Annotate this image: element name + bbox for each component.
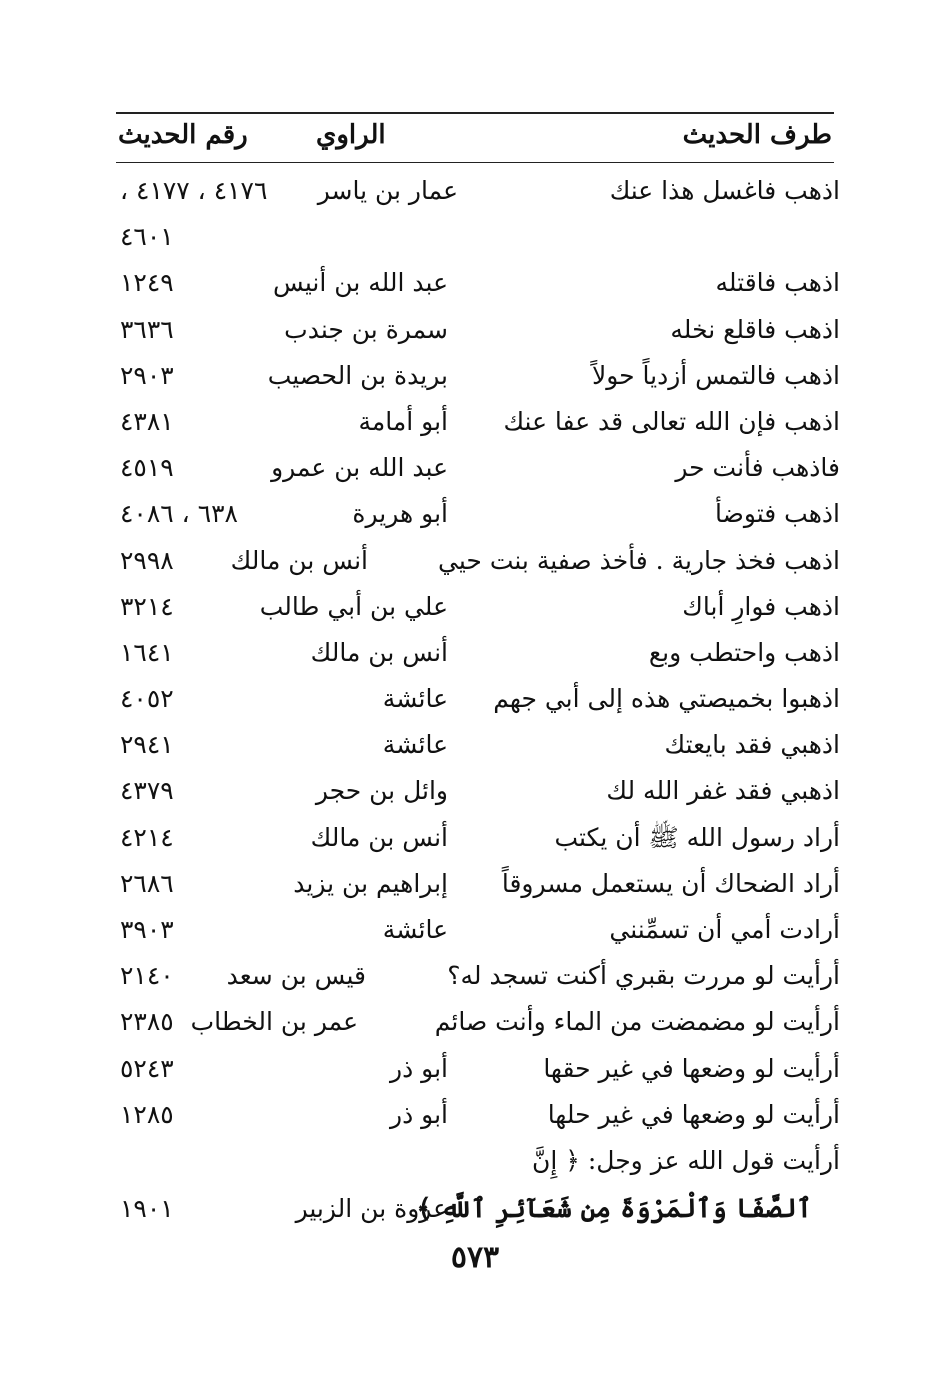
hadith-number: ٤٥١٩ [120, 453, 174, 483]
narrator: قيس بن سعد [226, 961, 366, 991]
narrator: عبد الله بن عمرو [271, 453, 448, 483]
narrator: عمر بن الخطاب [190, 1007, 358, 1037]
narrator-column-header: الراوي [316, 120, 386, 150]
table-row [116, 399, 842, 445]
hadith-text: أرأيت لو مررت بقبري أكنت تسجد له؟ [447, 961, 840, 991]
table-row [116, 1138, 842, 1186]
hadith-text: أراد رسول الله ﷺ أن يكتب [554, 822, 840, 852]
hadith-number: ٤٦٠١ [120, 222, 174, 252]
page-number: ٥٧٣ [450, 1240, 500, 1275]
hadith-text: أرادت أمي أن تسمِّنني [609, 915, 840, 944]
table-row [116, 260, 842, 306]
hadith-number: ٤١٧٦ ، ٤١٧٧ ، [120, 176, 268, 205]
quran-verse: ٱلصَّفَا وَٱلْمَرْوَةَ مِن شَعَآئِرِ ٱللَّهِ ﴾ [416, 1193, 812, 1224]
table-row [116, 953, 842, 999]
hadith-number: ٢٣٨٥ [120, 1007, 174, 1037]
hadith-text: اذهبي فقد بايعتك [664, 730, 840, 760]
hadith-text: اذهب فوارِ أباك [682, 591, 840, 621]
hadith-text: أرأيت لو وضعها في غير حلها [547, 1099, 840, 1129]
table-row [116, 1186, 842, 1232]
hadith-number: ٢٩٠٣ [120, 360, 174, 390]
narrator: بريدة بن الحصيب [267, 360, 448, 390]
narrator: عروة بن الزبير [295, 1193, 448, 1223]
hadith-number: ١٢٨٥ [120, 1099, 174, 1129]
hadith-number: ٢٩٤١ [120, 730, 174, 760]
hadith-text-column-header: طرف الحديث [682, 120, 832, 150]
hadith-text: اذهب فتوضأ [714, 499, 840, 529]
hadith-text: اذهب واحتطب وبع [648, 637, 840, 667]
hadith-text: اذهبوا بخميصتي هذه إلى أبي جهم [493, 684, 840, 714]
hadith-number: ٣٦٣٦ [120, 314, 174, 344]
table-row [116, 907, 842, 953]
hadith-text: اذهب فخذ جارية . فأخذ صفية بنت حيي [438, 545, 840, 575]
hadith-text: فاذهب فأنت حر [675, 453, 840, 483]
narrator: وائل بن حجر [315, 776, 448, 806]
hadith-text: أراد الضحاك أن يستعمل مسروقاً [501, 868, 840, 898]
table-row [116, 538, 842, 584]
hadith-text: اذهب فاغسل هذا عنك [609, 176, 840, 205]
hadith-number: ٤٣٧٩ [120, 776, 174, 806]
table-row [116, 214, 842, 260]
index-table [116, 168, 842, 1232]
narrator: سمرة بن جندب [284, 314, 448, 344]
hadith-text: اذهبي فقد غفر الله لك [606, 776, 840, 806]
table-header [116, 112, 834, 163]
hadith-number: ٤٣٨١ [120, 406, 174, 436]
table-row [116, 584, 842, 630]
table-row [116, 1046, 842, 1092]
table-row [116, 491, 842, 537]
hadith-number: ٤٠٥٢ [120, 684, 174, 714]
narrator: علي بن أبي طالب [259, 591, 448, 621]
hadith-number: ٤٢١٤ [120, 822, 174, 852]
hadith-number: ٦٣٨ ، ٤٠٨٦ [120, 499, 238, 529]
hadith-number: ٣٢١٤ [120, 591, 174, 621]
narrator: عبد الله بن أنيس [273, 268, 448, 298]
hadith-number: ٥٢٤٣ [120, 1053, 174, 1083]
hadith-number: ١٦٤١ [120, 637, 174, 667]
table-row [116, 445, 842, 491]
hadith-text-line-1: أرأيت قول الله عز وجل: ﴿ إِنَّ [532, 1145, 840, 1175]
narrator: عائشة [382, 684, 448, 714]
hadith-number: ٣٩٠٣ [120, 915, 174, 944]
hadith-text: اذهب فإن الله تعالى قد عفا عنك [503, 406, 840, 436]
table-row [116, 676, 842, 722]
narrator: أنس بن مالك [310, 822, 448, 852]
hadith-number: ١٩٠١ [120, 1193, 174, 1223]
table-row [116, 999, 842, 1045]
table-row [116, 630, 842, 676]
narrator: أنس بن مالك [310, 637, 448, 667]
hadith-number: ٢٦٨٦ [120, 868, 174, 898]
hadith-text: اذهب فالتمس أزدياً حولاً [591, 360, 840, 390]
hadith-number: ٢١٤٠ [120, 961, 174, 991]
table-row [116, 815, 842, 861]
narrator: إبراهيم بن يزيد [293, 868, 448, 898]
hadith-number: ١٢٤٩ [120, 268, 174, 298]
table-row [116, 168, 842, 214]
narrator: عائشة [382, 730, 448, 760]
table-row [116, 353, 842, 399]
hadith-text: اذهب فاقلع نخله [670, 314, 840, 344]
hadith-text: أرأيت لو مضمضت من الماء وأنت صائم [434, 1007, 840, 1037]
narrator: عائشة [382, 915, 448, 944]
narrator: أبو أمامة [358, 406, 448, 436]
table-row [116, 1092, 842, 1138]
table-row [116, 861, 842, 907]
narrator: أنس بن مالك [230, 545, 368, 575]
table-row [116, 768, 842, 814]
hadith-text: اذهب فاقتله [715, 268, 840, 298]
narrator: أبو هريرة [352, 499, 448, 529]
table-row [116, 307, 842, 353]
narrator: أبو ذر [390, 1099, 448, 1129]
narrator: عمار بن ياسر [317, 176, 458, 205]
hadith-number: ٢٩٩٨ [120, 545, 174, 575]
narrator: أبو ذر [390, 1053, 448, 1083]
hadith-text: أرأيت لو وضعها في غير حقها [543, 1053, 840, 1083]
table-row [116, 722, 842, 768]
hadith-number-column-header: رقم الحديث [118, 120, 248, 150]
